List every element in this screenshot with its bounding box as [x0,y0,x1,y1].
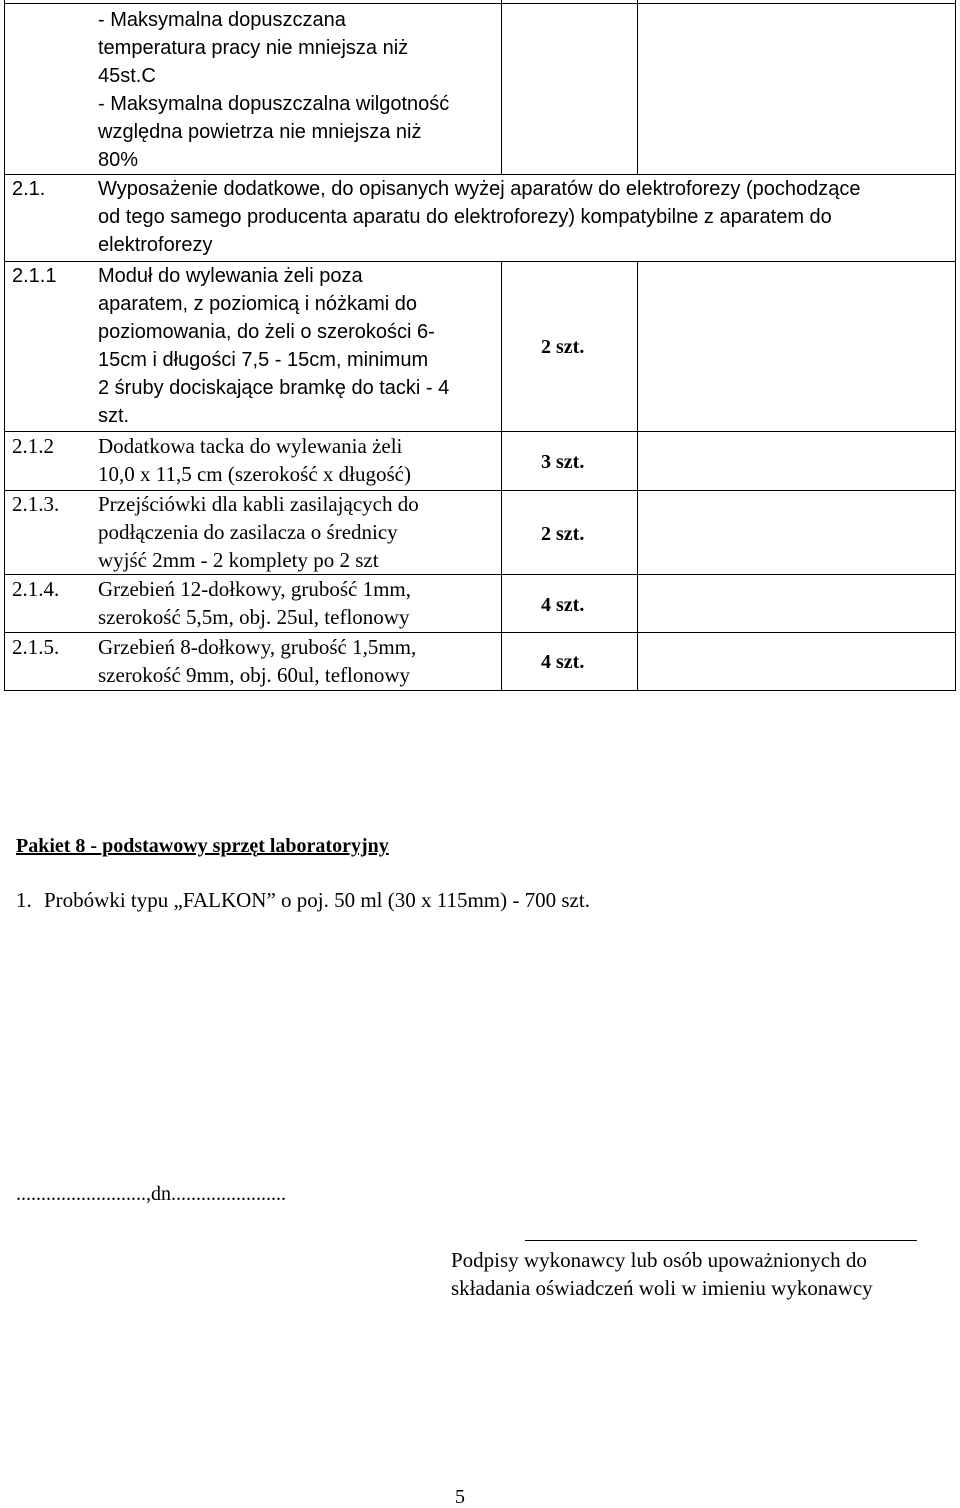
table-col-divider [501,0,502,175]
item-line: szerokość 5,5m, obj. 25ul, teflonowy [98,605,410,629]
table-row-divider [4,431,956,432]
pakiet-item-number: 1. [16,888,32,912]
item-number: 2.1.2 [12,434,54,458]
table-col-divider [637,0,638,175]
table-row-divider [4,261,956,262]
item-line: wyjść 2mm - 2 komplety po 2 szt [98,548,379,572]
item-line: 2 śruby dociskające bramkę do tacki - 4 [98,377,450,399]
item-line: 15cm i długości 7,5 - 15cm, minimum [98,349,429,371]
item-line: Moduł do wylewania żeli poza [98,265,363,287]
item-number: 2.1.1 [12,265,57,287]
item-line: aparatem, z poziomicą i nóżkami do [98,293,418,315]
item-line: szerokość 9mm, obj. 60ul, teflonowy [98,663,411,687]
table-border-left [4,0,5,691]
page-number: 5 [455,1486,465,1508]
table-row-divider [4,690,956,691]
section-line: Wyposażenie dodatkowe, do opisanych wyżej aparatów do elektroforezy (pochodzące [98,178,861,200]
item-line: Przejściówki dla kabli zasilających do [98,492,419,516]
signature-caption: Podpisy wykonawcy lub osób upoważnionych do [451,1248,867,1272]
item-quantity: 4 szt. [541,594,585,616]
item-quantity: 2 szt. [541,523,585,545]
requirement-line: - Maksymalna dopuszczana [98,9,346,31]
item-line: Grzebień 8-dołkowy, grubość 1,5mm, [98,635,417,659]
signature-line [525,1240,917,1241]
item-quantity: 3 szt. [541,451,585,473]
table-row-divider [4,490,956,491]
requirement-line: 45st.C [98,65,156,87]
section-line: od tego samego producenta aparatu do elektroforezy) kompatybilne z aparatem do [98,206,832,228]
table-col-divider [637,261,638,691]
item-line: podłączenia do zasilacza o średnicy [98,520,398,544]
table-row-divider [4,632,956,633]
item-number: 2.1.5. [12,635,60,659]
requirement-line: względna powietrza nie mniejsza niż [98,121,422,143]
item-line: Grzebień 12-dołkowy, grubość 1mm, [98,577,411,601]
section-line: elektroforezy [98,234,213,256]
table-row-divider [4,574,956,575]
requirement-line: - Maksymalna dopuszczalna wilgotność [98,93,450,115]
item-line: 10,0 x 11,5 cm (szerokość x długość) [98,462,411,486]
item-quantity: 2 szt. [541,336,585,358]
item-number: 2.1.3. [12,492,60,516]
table-row-divider [4,174,956,175]
item-number: 2.1.4. [12,577,60,601]
requirement-line: temperatura pracy nie mniejsza niż [98,37,409,59]
signature-caption: składania oświadczeń woli w imieniu wykonawcy [451,1276,873,1300]
item-quantity: 4 szt. [541,651,585,673]
section-number: 2.1. [12,178,46,200]
item-line: Dodatkowa tacka do wylewania żeli [98,434,403,458]
pakiet-heading: Pakiet 8 - podstawowy sprzęt laboratoryjny [16,835,389,857]
item-line: szt. [98,405,130,427]
table-col-divider [501,261,502,691]
item-line: poziomowania, do żeli o szerokości 6- [98,321,435,343]
table-border-right [955,0,956,691]
requirement-line: 80% [98,149,139,171]
pakiet-item-text: Probówki typu „FALKON” o poj. 50 ml (30 x 115mm) - 700 szt. [44,888,590,912]
place-date-line: ..........................,dn....................... [16,1183,286,1205]
table-row-divider [4,3,956,4]
